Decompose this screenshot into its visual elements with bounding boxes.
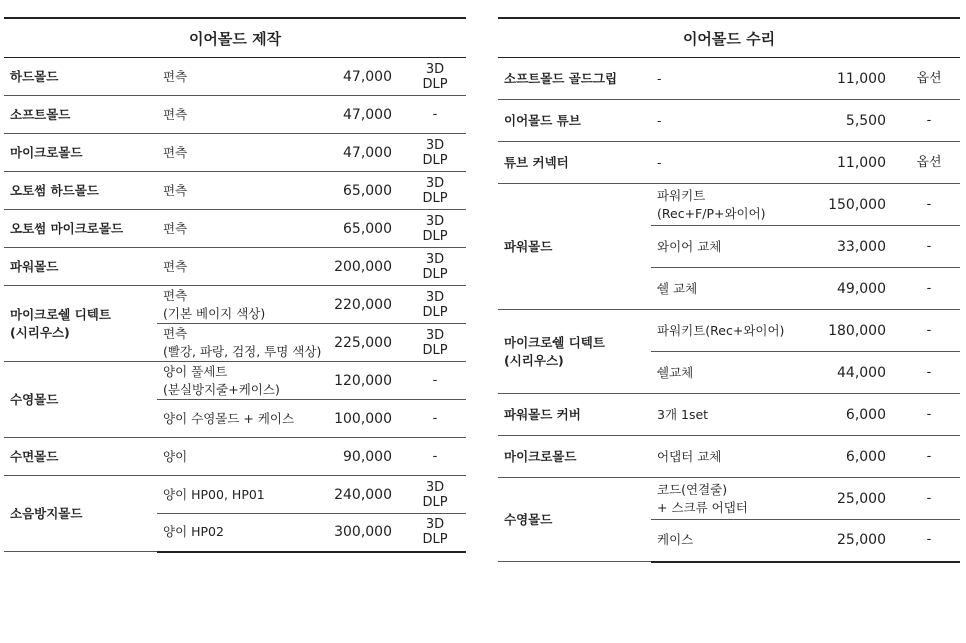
repair-price: 5,500 (818, 100, 898, 142)
repair-desc: 어댑터 교체 (651, 436, 818, 478)
table-row (4, 438, 466, 476)
product-price: 225,000 (324, 324, 404, 362)
repair-name: 마이크로쉘 디텍트 (시리우스) (498, 310, 651, 394)
product-desc: 편측 (빨강, 파랑, 검정, 투명 색상) (157, 324, 324, 362)
product-name: 소음방지몰드 (4, 476, 157, 552)
product-price: 47,000 (324, 58, 404, 96)
product-note: - (404, 438, 466, 476)
repair-desc: 쉘교체 (651, 352, 818, 394)
repair-desc: 3개 1set (651, 394, 818, 436)
repair-price: 25,000 (818, 520, 898, 562)
repair-desc: - (651, 142, 818, 184)
repair-note: - (898, 394, 960, 436)
product-name: 하드몰드 (4, 58, 157, 96)
product-desc: 편측 (157, 58, 324, 96)
repair-note: - (898, 520, 960, 562)
product-price: 240,000 (324, 476, 404, 514)
table-row (498, 478, 960, 520)
repair-desc: 파워키트 (Rec+F/P+와이어) (651, 184, 818, 226)
product-desc: 양이 HP02 (157, 514, 324, 552)
product-price: 100,000 (324, 400, 404, 438)
product-note: - (404, 362, 466, 400)
repair-note: - (898, 226, 960, 268)
repair-name: 이어몰드 튜브 (498, 100, 651, 142)
product-desc: 양이 HP00, HP01 (157, 476, 324, 514)
table-row (4, 286, 466, 324)
table-row (4, 362, 466, 400)
table-row (498, 58, 960, 100)
product-note: 3D DLP (404, 324, 466, 362)
repair-price: 11,000 (818, 58, 898, 100)
table-row (498, 184, 960, 226)
table-row (498, 100, 960, 142)
table-row (498, 310, 960, 352)
repair-desc: 쉘 교체 (651, 268, 818, 310)
product-name: 마이크로몰드 (4, 134, 157, 172)
repair-note: - (898, 352, 960, 394)
product-name: 오토썸 하드몰드 (4, 172, 157, 210)
repair-note: 옵션 (898, 142, 960, 184)
product-note: 3D DLP (404, 248, 466, 286)
product-desc: 양이 (157, 438, 324, 476)
repair-name: 파워몰드 (498, 184, 651, 310)
product-desc: 편측 (157, 96, 324, 134)
repair-desc: 코드(연결줄) + 스크류 어댑터 (651, 478, 818, 520)
table-row (498, 394, 960, 436)
product-name: 소프트몰드 (4, 96, 157, 134)
repair-price: 25,000 (818, 478, 898, 520)
repair-note: 옵션 (898, 58, 960, 100)
product-name: 수면몰드 (4, 438, 157, 476)
product-note: 3D DLP (404, 58, 466, 96)
table-row (4, 476, 466, 514)
product-price: 47,000 (324, 96, 404, 134)
repair-price: 44,000 (818, 352, 898, 394)
repair-note: - (898, 310, 960, 352)
repair-name: 튜브 커넥터 (498, 142, 651, 184)
product-note: 3D DLP (404, 210, 466, 248)
repair-name: 소프트몰드 골드그립 (498, 58, 651, 100)
product-desc: 편측 (157, 210, 324, 248)
repair-name: 마이크로몰드 (498, 436, 651, 478)
repair-note: - (898, 478, 960, 520)
product-note: 3D DLP (404, 286, 466, 324)
product-name: 파워몰드 (4, 248, 157, 286)
repair-desc: 케이스 (651, 520, 818, 562)
repair-price: 11,000 (818, 142, 898, 184)
product-desc: 편측 (기본 베이지 색상) (157, 286, 324, 324)
product-desc: 편측 (157, 248, 324, 286)
product-price: 200,000 (324, 248, 404, 286)
product-price: 65,000 (324, 210, 404, 248)
repair-price: 6,000 (818, 436, 898, 478)
product-price: 47,000 (324, 134, 404, 172)
product-desc: 편측 (157, 172, 324, 210)
repair-desc: - (651, 58, 818, 100)
repair-table-title: 이어몰드 수리 (498, 18, 960, 58)
product-note: 3D DLP (404, 172, 466, 210)
product-note: - (404, 96, 466, 134)
product-price: 65,000 (324, 172, 404, 210)
earmold-production-table (4, 17, 466, 553)
table-row (4, 248, 466, 286)
product-name: 오토썸 마이크로몰드 (4, 210, 157, 248)
product-desc: 양이 풀세트 (분실방지줄+케이스) (157, 362, 324, 400)
product-note: 3D DLP (404, 514, 466, 552)
repair-desc: 와이어 교체 (651, 226, 818, 268)
product-name: 마이크로쉘 디텍트 (시리우스) (4, 286, 157, 362)
repair-price: 150,000 (818, 184, 898, 226)
product-note: 3D DLP (404, 476, 466, 514)
product-price: 120,000 (324, 362, 404, 400)
table-row (4, 134, 466, 172)
repair-price: 180,000 (818, 310, 898, 352)
repair-name: 수영몰드 (498, 478, 651, 562)
product-price: 90,000 (324, 438, 404, 476)
repair-desc: - (651, 100, 818, 142)
repair-price: 33,000 (818, 226, 898, 268)
product-price: 220,000 (324, 286, 404, 324)
earmold-repair-table (498, 17, 960, 563)
table-row (498, 436, 960, 478)
product-desc: 양이 수영몰드 + 케이스 (157, 400, 324, 438)
product-desc: 편측 (157, 134, 324, 172)
repair-note: - (898, 184, 960, 226)
repair-desc: 파워키트(Rec+와이어) (651, 310, 818, 352)
product-note: 3D DLP (404, 134, 466, 172)
repair-note: - (898, 268, 960, 310)
table-row (4, 96, 466, 134)
repair-name: 파워몰드 커버 (498, 394, 651, 436)
table-row (498, 142, 960, 184)
production-table-title: 이어몰드 제작 (4, 18, 466, 58)
product-name: 수영몰드 (4, 362, 157, 438)
repair-price: 49,000 (818, 268, 898, 310)
product-price: 300,000 (324, 514, 404, 552)
table-row (4, 58, 466, 96)
table-row (4, 172, 466, 210)
repair-note: - (898, 436, 960, 478)
repair-note: - (898, 100, 960, 142)
table-row (4, 210, 466, 248)
repair-price: 6,000 (818, 394, 898, 436)
product-note: - (404, 400, 466, 438)
